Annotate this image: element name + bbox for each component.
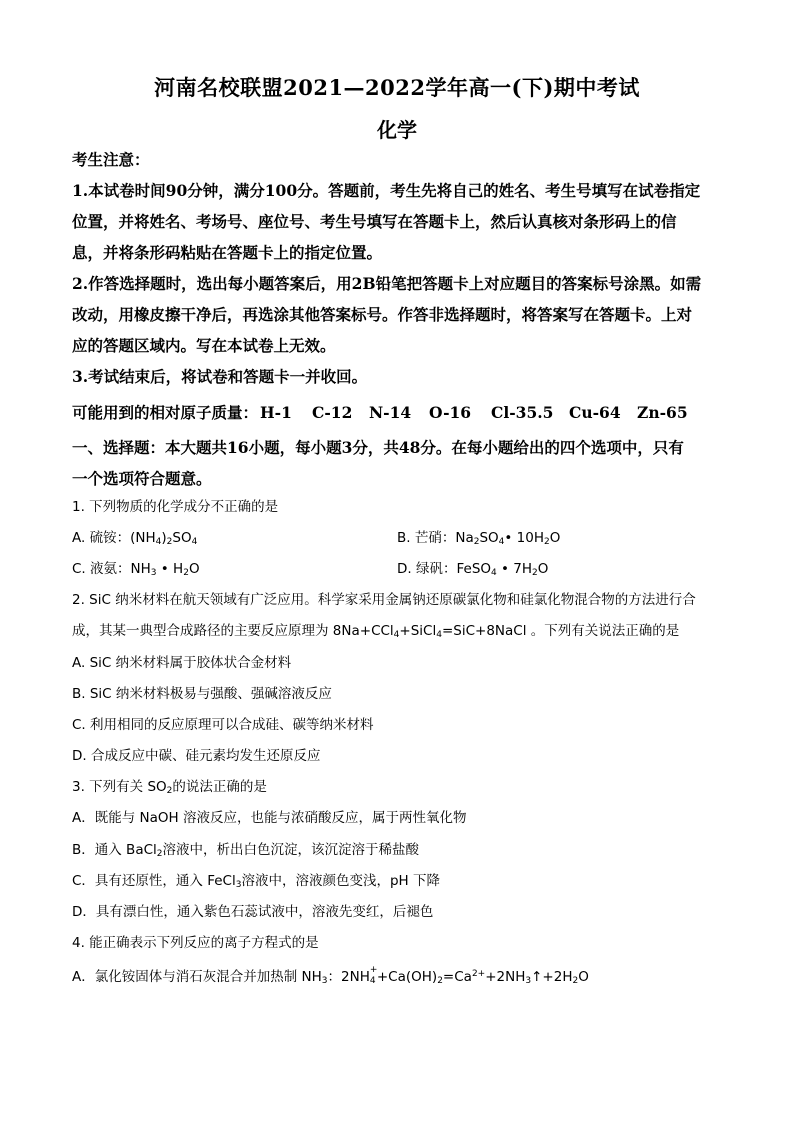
atomic-mass-line (72, 401, 688, 423)
atomic-mass-item: N-14 (369, 403, 412, 422)
question-2-option-b: B. SiC 纳米材料极易与强酸、强碱溶液反应 (72, 686, 332, 702)
atomic-mass-item: Cl-35.5 (491, 403, 554, 422)
question-3-option-b: B．通入 BaCl$_2$溶液中，析出白色沉淀，该沉淀溶于稀盐酸 (72, 842, 419, 859)
notice-heading: 考生注意： (72, 150, 150, 169)
question-2-option-d: D. 合成反应中碳、硅元素均发生还原反应 (72, 748, 321, 764)
question-1-option-b: B. 芒硝：$Na_2SO_4•$ $10H_2O$ (397, 530, 561, 547)
question-2-option-a: A. SiC 纳米材料属于胶体状合金材料 (72, 655, 292, 671)
atomic-mass-item: H-1 (260, 403, 292, 422)
exam-title: 河南名校联盟2021—2022学年高一(下)期中考试 (154, 75, 640, 100)
atomic-mass-item: C-12 (312, 403, 353, 422)
question-1-stem: 1. 下列物质的化学成分不正确的是 (72, 499, 279, 515)
notice-block (72, 144, 726, 392)
question-2-option-c: C. 利用相同的反应原理可以合成硅、碳等纳米材料 (72, 717, 374, 733)
question-2-stem: 2. SiC 纳米材料在航天领域有广泛应用。科学家采用金属钠还原碳氯化物和硅氯化物混合物的方法进行合 (72, 592, 696, 608)
notice-line: 息，并将条形码粘贴在答题卡上的指定位置。 (72, 243, 383, 262)
atomic-mass-label: 可能用到的相对原子质量： (72, 403, 259, 422)
section-line: 一、选择题：本大题共16小题，每小题3分，共48分。在每小题给出的四个选项中，只有 (72, 438, 684, 457)
question-1-option-a: A. 硫铵：$(NH_4)_2SO_4$ (72, 530, 198, 547)
question-3-option-d: D．具有漂白性，通入紫色石蕊试液中，溶液先变红，后褪色 (72, 904, 434, 920)
notice-line: 1.本试卷时间90分钟，满分100分。答题前，考生先将自己的姓名、考生号填写在试卷指定 (72, 181, 701, 200)
atomic-mass-item: Zn-65 (637, 403, 688, 422)
section-heading (72, 432, 732, 494)
notice-line: 应的答题区域内。写在本试卷上无效。 (72, 336, 336, 355)
question-3-stem: 3. 下列有关 $SO_2$的说法正确的是 (72, 779, 267, 796)
question-1-option-d: D. 绿矾：FeSO$_4$ • $7H_2O$ (397, 561, 549, 578)
notice-line: 改动，用橡皮擦干净后，再选涂其他答案标号。作答非选择题时，将答案写在答题卡。上对 (72, 305, 693, 324)
notice-line: 3.考试结束后，将试卷和答题卡一并收回。 (72, 367, 368, 386)
notice-line: 2.作答选择题时，选出每小题答案后，用2B铅笔把答题卡上对应题目的答案标号涂黑。如需 (72, 274, 702, 293)
notice-line: 位置，并将姓名、考场号、座位号、考生号填写在答题卡上，然后认真核对条形码上的信 (72, 212, 677, 231)
atomic-mass-item: Cu-64 (569, 403, 621, 422)
atomic-mass-item: O-16 (429, 403, 472, 422)
question-1-option-c: C. 液氨：$NH_3$ • $H_2O$ (72, 561, 200, 578)
question-3-option-a: A．既能与 NaOH 溶液反应，也能与浓硝酸反应，属于两性氧化物 (72, 810, 467, 826)
question-3-option-c: C．具有还原性，通入 FeCl$_3$溶液中，溶液颜色变浅，pH 下降 (72, 873, 440, 890)
subject-title: 化学 (377, 118, 417, 142)
question-4-stem: 4. 能正确表示下列反应的离子方程式的是 (72, 935, 319, 951)
question-2-stem-line2: 成，其某一典型合成路径的主要反应原理为 8Na+CCl$_4$+SiCl$_4$=SiC+8NaCl 。下列有关说法正确的是 (72, 623, 680, 640)
section-line: 一个选项符合题意。 (72, 469, 212, 488)
question-4-option-a: A．氯化铵固体与消石灰混合并加热制 $NH_3$：2NH + 4 $+Ca(OH)_2=Ca^{2+}+2NH_3↑+2H_2O$ (72, 965, 589, 986)
